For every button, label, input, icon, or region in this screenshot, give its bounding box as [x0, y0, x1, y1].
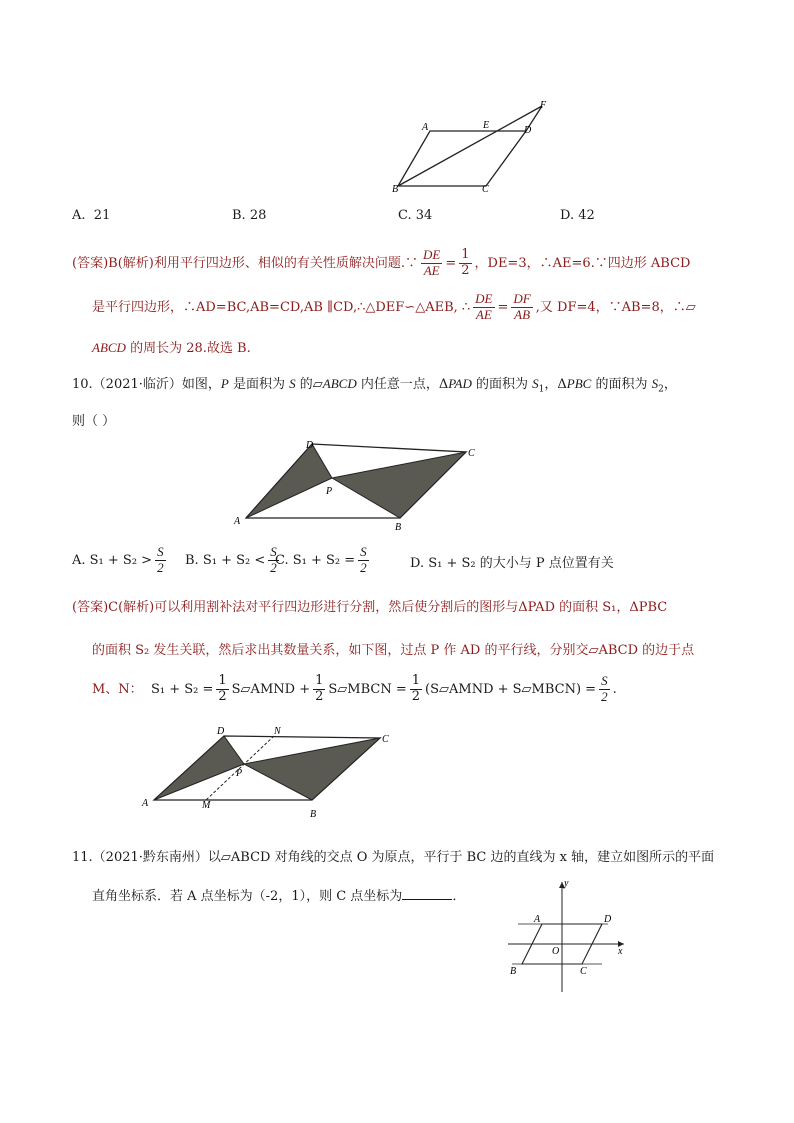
q10-option-a: A. S₁ + S₂ > $\frac{S}{2}$	[72, 544, 164, 575]
q9-label-d: D	[524, 125, 532, 136]
q10-option-c: C. S₁ + S₂ = $\frac{S}{2}$	[275, 544, 367, 575]
q10-label-d: D	[306, 440, 314, 451]
q11-label-y: y	[564, 878, 569, 889]
q11-answer-blank[interactable]	[402, 899, 452, 900]
q9-label-b: B	[392, 184, 399, 194]
q9-label-e: E	[483, 120, 490, 131]
q10-fig2-label-c: C	[382, 734, 389, 745]
q11-stem-line2: 直角坐标系．若 A 点坐标为（-2，1），则 C 点坐标为 ．	[92, 889, 466, 904]
q9-option-c: C. 34	[398, 208, 433, 223]
q11-label-a: A	[534, 914, 541, 925]
q9-label-c: C	[482, 184, 489, 194]
q11-coordinate-figure	[500, 876, 630, 996]
q11-label-b: B	[510, 966, 517, 977]
q11-label-d: D	[604, 914, 612, 925]
q10-fig2-label-n: N	[274, 726, 281, 737]
q10-parallelogram-figure	[228, 436, 488, 532]
q9-answer-line1: (答案)B(解析)利用平行四边形、相似的有关性质解决问题.∵ $\frac{DE}{AE}$ = $\frac{1}{2}$ ，DE=3，∴AE=6.∵四边形 ABCD	[72, 247, 691, 278]
q11-label-o: O	[552, 946, 560, 957]
q10-label-a: A	[234, 516, 241, 527]
q10-label-b: B	[395, 522, 402, 532]
q10-label-c: C	[468, 448, 475, 459]
q9-label-a: A	[422, 122, 429, 133]
q10-stem: 10.（2021·临沂）如图，P 是面积为 S 的▱ABCD 内任意一点，ΔPAD 的面积为 $S_1$，ΔPBC 的面积为 $S_2$，	[72, 376, 677, 395]
q10-answer-line2: 的面积 S₂ 发生关联，然后求出其数量关系，如下图，过点 P 作 AD 的平行线，分别交▱ABCD 的边于点	[92, 643, 695, 658]
q10-fig2-label-p: P	[236, 768, 243, 779]
q10-stem-2: 则（ ）	[72, 414, 116, 429]
q10-option-d: D. S₁ + S₂ 的大小与 P 点位置有关	[410, 556, 614, 571]
q10-fig2-label-a: A	[142, 798, 149, 809]
q10-fig2-label-b: B	[310, 809, 317, 820]
q10-label-p: P	[326, 486, 333, 497]
q10-answer-line3: M、N： S₁ + S₂ = $\frac{1}{2}$ S▱AMND + $\frac{1}{2}$ S▱MBCN = $\frac{1}{2}$ (S▱AMND + S▱MBCN) = $\frac{S}{2}$ .	[92, 673, 617, 704]
q9-answer-line2: 是平行四边形，∴AD=BC,AB=CD,AB ∥CD,∴△DEF∽△AEB, ∴ $\frac{DE}{AE}$ = $\frac{DF}{AB}$ ,又 DF=4，∵AB=8，∴▱	[92, 291, 696, 322]
q10-figure-with-parallel-line	[140, 722, 400, 822]
q10-fig2-label-d: D	[217, 726, 225, 737]
q11-label-c: C	[580, 966, 587, 977]
q10-answer-line1: (答案)C(解析)可以利用割补法对平行四边形进行分割，然后使分割后的图形与ΔPAD 的面积 S₁，ΔPBC	[72, 600, 668, 615]
q9-label-f: F	[540, 100, 547, 111]
q11-stem-line1: 11.（2021·黔东南州）以▱ABCD 对角线的交点 O 为原点，平行于 BC 边的直线为 x 轴，建立如图所示的平面	[72, 850, 715, 865]
q11-label-x: x	[618, 946, 623, 957]
q9-parallelogram-figure	[390, 98, 560, 194]
q9-option-a: A. 21	[72, 208, 111, 223]
q10-option-b: B. S₁ + S₂ < $\frac{S}{2}$	[185, 544, 277, 575]
q10-fig2-label-m: M	[202, 800, 211, 811]
q9-answer-line3: ABCD 的周长为 28.故选 B.	[92, 340, 251, 356]
q9-option-b: B. 28	[232, 208, 267, 223]
q9-option-d: D. 42	[560, 208, 595, 223]
